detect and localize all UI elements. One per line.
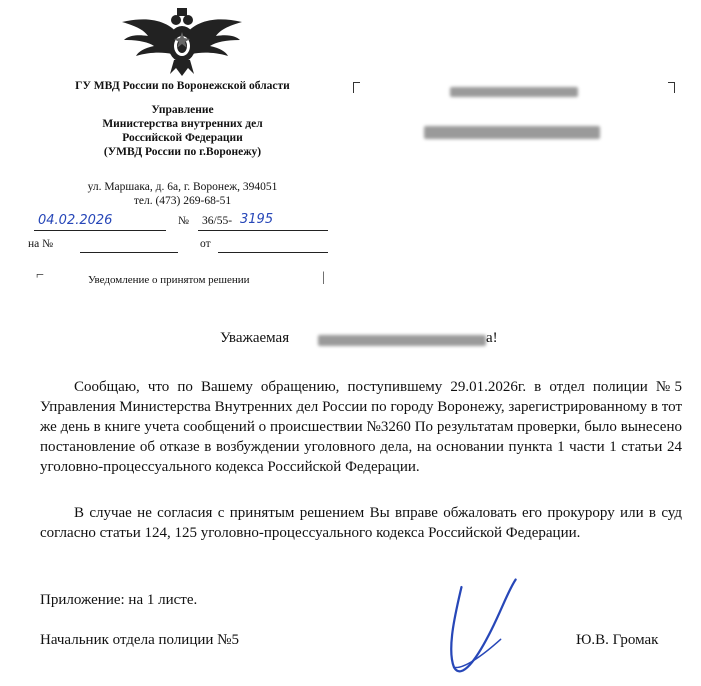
greeting-prefix: Уважаемая — [220, 330, 290, 346]
date-line — [34, 230, 166, 231]
recipient-corner-right — [668, 82, 675, 93]
subject-bracket-left: ⌐ — [36, 268, 44, 283]
body-paragraph-2: В случае не согласия с принятым решением Вы вправе обжаловать его прокурору или в суд согласно статьи 124, 125 уголовно-процессуального кодекса Российской Федерации. — [40, 505, 682, 541]
dept-line: Управление — [151, 104, 214, 116]
from-label: от — [200, 238, 211, 250]
reply-to-label: на № — [28, 238, 54, 250]
recipient-address-redacted — [424, 126, 600, 139]
recipient-corner-left — [353, 82, 360, 93]
addressee-name-redacted — [318, 335, 486, 346]
number-sign: № — [178, 215, 189, 227]
org-line: ГУ МВД России по Воронежской области — [75, 80, 290, 92]
date-handwritten: 04.02.2026 — [38, 213, 113, 228]
department-block — [60, 103, 305, 159]
signatory-name: Ю.В. Громак — [576, 632, 659, 648]
number-prefix: 36/55- — [202, 215, 233, 227]
subject: Уведомление о принятом решении — [88, 274, 250, 286]
subject-bracket-right: | — [322, 270, 325, 285]
attachment-note: Приложение: на 1 листе. — [40, 592, 198, 608]
number-line — [198, 230, 328, 231]
signatory-position: Начальник отдела полиции №5 — [40, 632, 239, 648]
reply-to-line — [80, 252, 178, 253]
address-block — [40, 180, 325, 208]
number-handwritten: 3195 — [240, 212, 274, 227]
recipient-name-redacted — [450, 87, 578, 97]
address: ул. Маршака, д. 6а, г. Воронеж, 394051 — [87, 181, 278, 193]
body-paragraph-1: Сообщаю, что по Вашему обращению, поступившему 29.01.2026г. в отдел полиции №5 Управления Министерства Внутренних дел России по городу Воронежу, зарегистрированному в тот же день в книге учета сообщений о происшествии №3260 По результатам проверки, было вынесено постановление об отказе в возбуждении уголовного дела, на основании пункта 1 части 1 статьи 24 уголовно-процессуального кодекса Российской Федерации. — [40, 379, 682, 475]
dept-line: Российской Федерации — [122, 132, 243, 144]
from-line — [218, 252, 328, 253]
phone: тел. (473) 269-68-51 — [133, 195, 232, 207]
handwritten-signature — [432, 574, 532, 686]
coat-of-arms-emblem — [118, 6, 246, 78]
dept-line: (УМВД России по г.Воронежу) — [103, 146, 262, 158]
greeting-suffix: а! — [486, 330, 498, 346]
dept-line: Министерства внутренних дел — [102, 118, 263, 130]
